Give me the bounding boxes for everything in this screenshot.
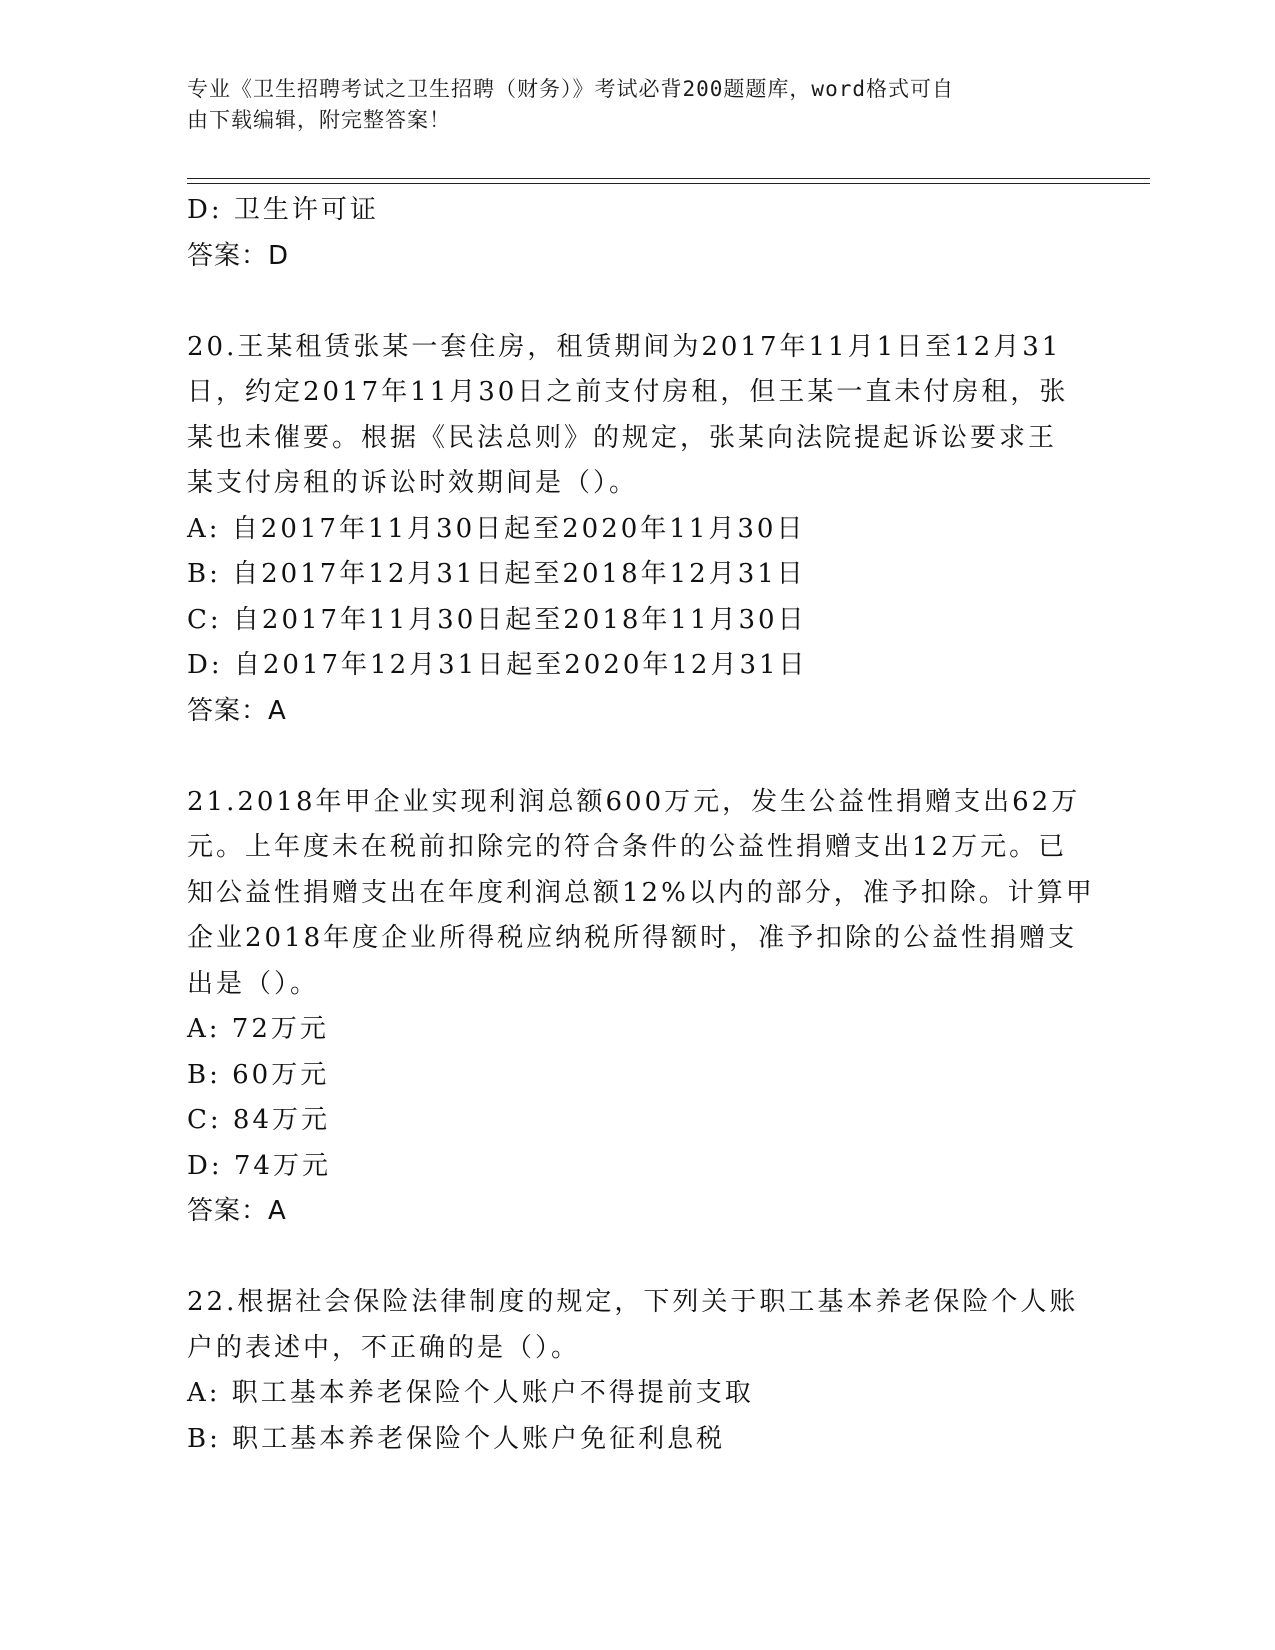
question-22-line-2: 户的表述中，不正确的是（）。: [187, 1332, 581, 1363]
question-21-option-d: D: 74万元: [187, 1150, 331, 1181]
question-21-option-b: B: 60万元: [187, 1059, 330, 1090]
question-20-line-4: 某支付房租的诉讼时效期间是（）。: [187, 468, 639, 498]
question-21-line-4: 企业2018年度企业所得税应纳税所得额时，准予扣除的公益性捐赠支: [187, 923, 1078, 953]
header-line-2: 由下载编辑，附完整答案！: [187, 108, 451, 132]
question-21-option-c: C: 84万元: [187, 1105, 331, 1135]
question-content: [187, 188, 1095, 1462]
header-line-1: 专业《卫生招聘考试之卫生招聘（财务）》考试必背200题题库，word格式可自: [187, 77, 954, 101]
option-line: D: 卫生许可证: [187, 195, 379, 225]
question-20-answer: 答案：A: [187, 695, 287, 726]
document-header: [187, 74, 1067, 136]
question-20-option-c: C: 自2017年11月30日起至2018年11月30日: [187, 604, 807, 635]
question-20-line-2: 日，约定2017年11月30日之前支付房租，但王某一直未付房租，张: [187, 377, 1069, 407]
question-20-line-3: 某也未催要。根据《民法总则》的规定，张某向法院提起诉讼要求王: [187, 422, 1058, 453]
question-21-line-5: 出是（）。: [187, 968, 320, 999]
question-20-option-b: B: 自2017年12月31日起至2018年12月31日: [187, 559, 806, 589]
spacer: [187, 1235, 1067, 1281]
header-rule-top: [187, 178, 1150, 179]
question-21-line-1: 21.2018年甲企业实现利润总额600万元，发生公益性捐赠支出62万: [187, 786, 1081, 817]
question-21-line-2: 元。上年度未在税前扣除完的符合条件的公益性捐赠支出12万元。已: [187, 832, 1068, 862]
question-22-line-1: 22.根据社会保险法律制度的规定，下列关于职工基本养老保险个人账: [187, 1287, 1079, 1317]
question-20-line-1: 20.王某租赁张某一套住房，租赁期间为2017年11月1日至12月31: [187, 331, 1062, 362]
question-21-option-a: A: 72万元: [187, 1014, 329, 1044]
answer-line: 答案：D: [187, 240, 290, 271]
question-21-answer: 答案：A: [187, 1196, 287, 1226]
spacer: [187, 279, 1067, 325]
question-22-option-a: A: 职工基本养老保险个人账户不得提前支取: [187, 1378, 754, 1408]
question-22-option-b: B: 职工基本养老保险个人账户免征利息税: [187, 1423, 726, 1454]
question-20-option-d: D: 自2017年12月31日起至2020年12月31日: [187, 650, 808, 680]
header-rule-bottom: [187, 183, 1150, 184]
spacer: [187, 734, 1067, 780]
question-21-line-3: 知公益性捐赠支出在年度利润总额12%以内的部分，准予扣除。计算甲: [187, 877, 1095, 908]
question-20-option-a: A: 自2017年11月30日起至2020年11月30日: [187, 513, 806, 544]
